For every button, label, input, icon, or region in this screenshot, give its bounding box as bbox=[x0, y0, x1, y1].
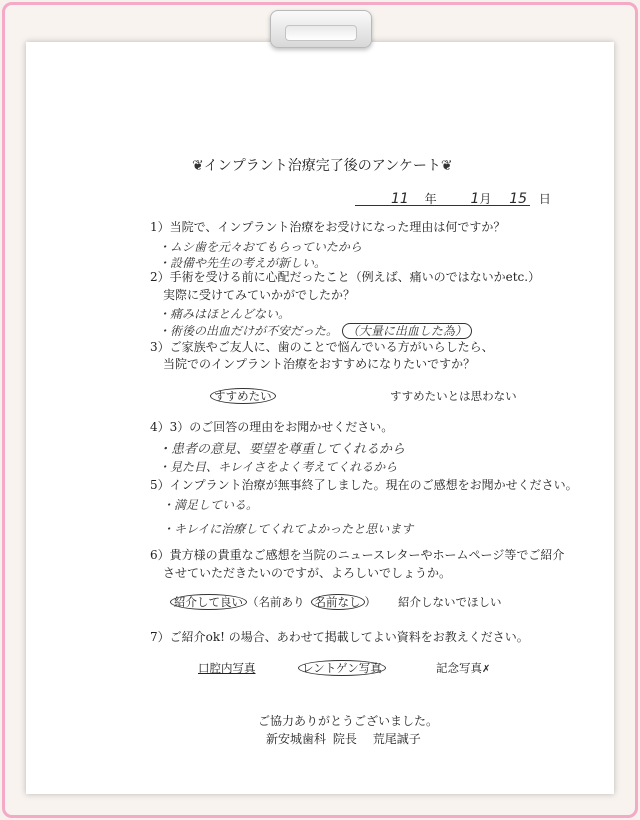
q2-line-1: 2）手術を受ける前に心配だったこと（例えば、痛いのではないかetc.） bbox=[150, 270, 541, 284]
clipboard-clip bbox=[270, 10, 372, 48]
q3-line-2: 当院でのインプラント治療をおすすめになりたいですか？ bbox=[163, 357, 476, 371]
q4-answer-1: ・患者の意見、要望を尊重してくれるから bbox=[158, 442, 406, 457]
q3-option-no: すすめたいとは思わない bbox=[390, 389, 517, 403]
date-year-label: 年 bbox=[424, 192, 437, 206]
title-ornament-right: ❦ bbox=[440, 158, 453, 174]
q4-text: 4）3）のご回答の理由をお聞かせください。 bbox=[150, 420, 394, 434]
q2-line-2: 実際に受けてみていかがでしたか？ bbox=[163, 288, 356, 302]
closing-thanks: ご協力ありがとうございました。 bbox=[258, 714, 439, 728]
q7-material-intraoral bbox=[198, 660, 256, 676]
q1-answer-1: ・ムシ歯を元々おてもらっていたから bbox=[158, 240, 362, 254]
q7-text: 7）ご紹介ok! の場合、あわせて掲載してよい資料をお教えください。 bbox=[150, 630, 529, 644]
q6-option-anon: 名前なし bbox=[311, 594, 365, 610]
q6-line-2: させていただきたいのですが、よろしいでしょうか。 bbox=[163, 566, 452, 580]
closing-role: 院長 bbox=[332, 732, 357, 746]
date-underline bbox=[355, 205, 530, 206]
q2-answer-2-note: （大量に出血した為） bbox=[342, 323, 472, 339]
q7-material-xray-label: レントゲン写真 bbox=[298, 660, 386, 676]
q3-line-1: 3）ご家族やご友人に、歯のことで悩んでいる方がいらしたら、 bbox=[150, 340, 494, 354]
date-month-label: 月 bbox=[479, 192, 492, 206]
q7-material-photo-label: 記念写真 bbox=[436, 661, 482, 675]
q2-answer-2-text: ・術後の出血だけが不安だった。 bbox=[158, 324, 339, 338]
q7-material-xray bbox=[298, 660, 386, 676]
date-day-value: 15 bbox=[509, 191, 528, 207]
closing-clinic: 新安城歯科 bbox=[266, 732, 327, 746]
q6-option-close: ） bbox=[364, 595, 376, 609]
date-month-value: 1 bbox=[470, 191, 480, 207]
closing-name: 荒尾誠子 bbox=[372, 732, 421, 746]
q6-options bbox=[170, 594, 376, 610]
q3-option-yes bbox=[210, 388, 276, 404]
q4-answer-2: ・見た目、キレイさをよく考えてくれるから bbox=[158, 460, 398, 474]
title-text: インプラント治療完了後のアンケート bbox=[203, 158, 441, 174]
q6-line-1: 6）貴方様の貴重なご感想を当院のニュースレターやホームページ等でご紹介 bbox=[150, 548, 565, 562]
q2-answer-1: ・痛みはほとんどない。 bbox=[158, 307, 291, 321]
q1-answer-2: ・設備や先生の考えが新しい。 bbox=[158, 256, 327, 270]
q5-answer-1: ・満足している。 bbox=[162, 498, 259, 512]
q5-answer-2: ・キレイに治療してくれてよかったと思います bbox=[162, 522, 414, 536]
q3-option-yes-label: すすめたい bbox=[210, 388, 276, 404]
survey-title bbox=[192, 155, 453, 175]
q1-text: 1）当院で、インプラント治療をお受けになった理由は何ですか？ bbox=[150, 220, 506, 234]
q6-option-yes: 紹介して良い bbox=[170, 594, 247, 610]
date-day-label: 日 bbox=[538, 192, 551, 206]
title-ornament-left: ❦ bbox=[192, 158, 204, 174]
q7-material-intraoral-label: 口腔内写真 bbox=[198, 661, 256, 675]
q2-answer-2 bbox=[158, 322, 472, 339]
date-year-value: 11 bbox=[391, 191, 409, 207]
q7-material-photo: 記念写真✗ bbox=[436, 661, 491, 675]
closing-signature bbox=[266, 730, 421, 747]
q5-text: 5）インプラント治療が無事終了しました。現在のご感想をお聞かせください。 bbox=[150, 478, 578, 492]
q6-option-no: 紹介しないでほしい bbox=[398, 595, 502, 609]
q6-option-named: （名前あり bbox=[247, 595, 305, 609]
